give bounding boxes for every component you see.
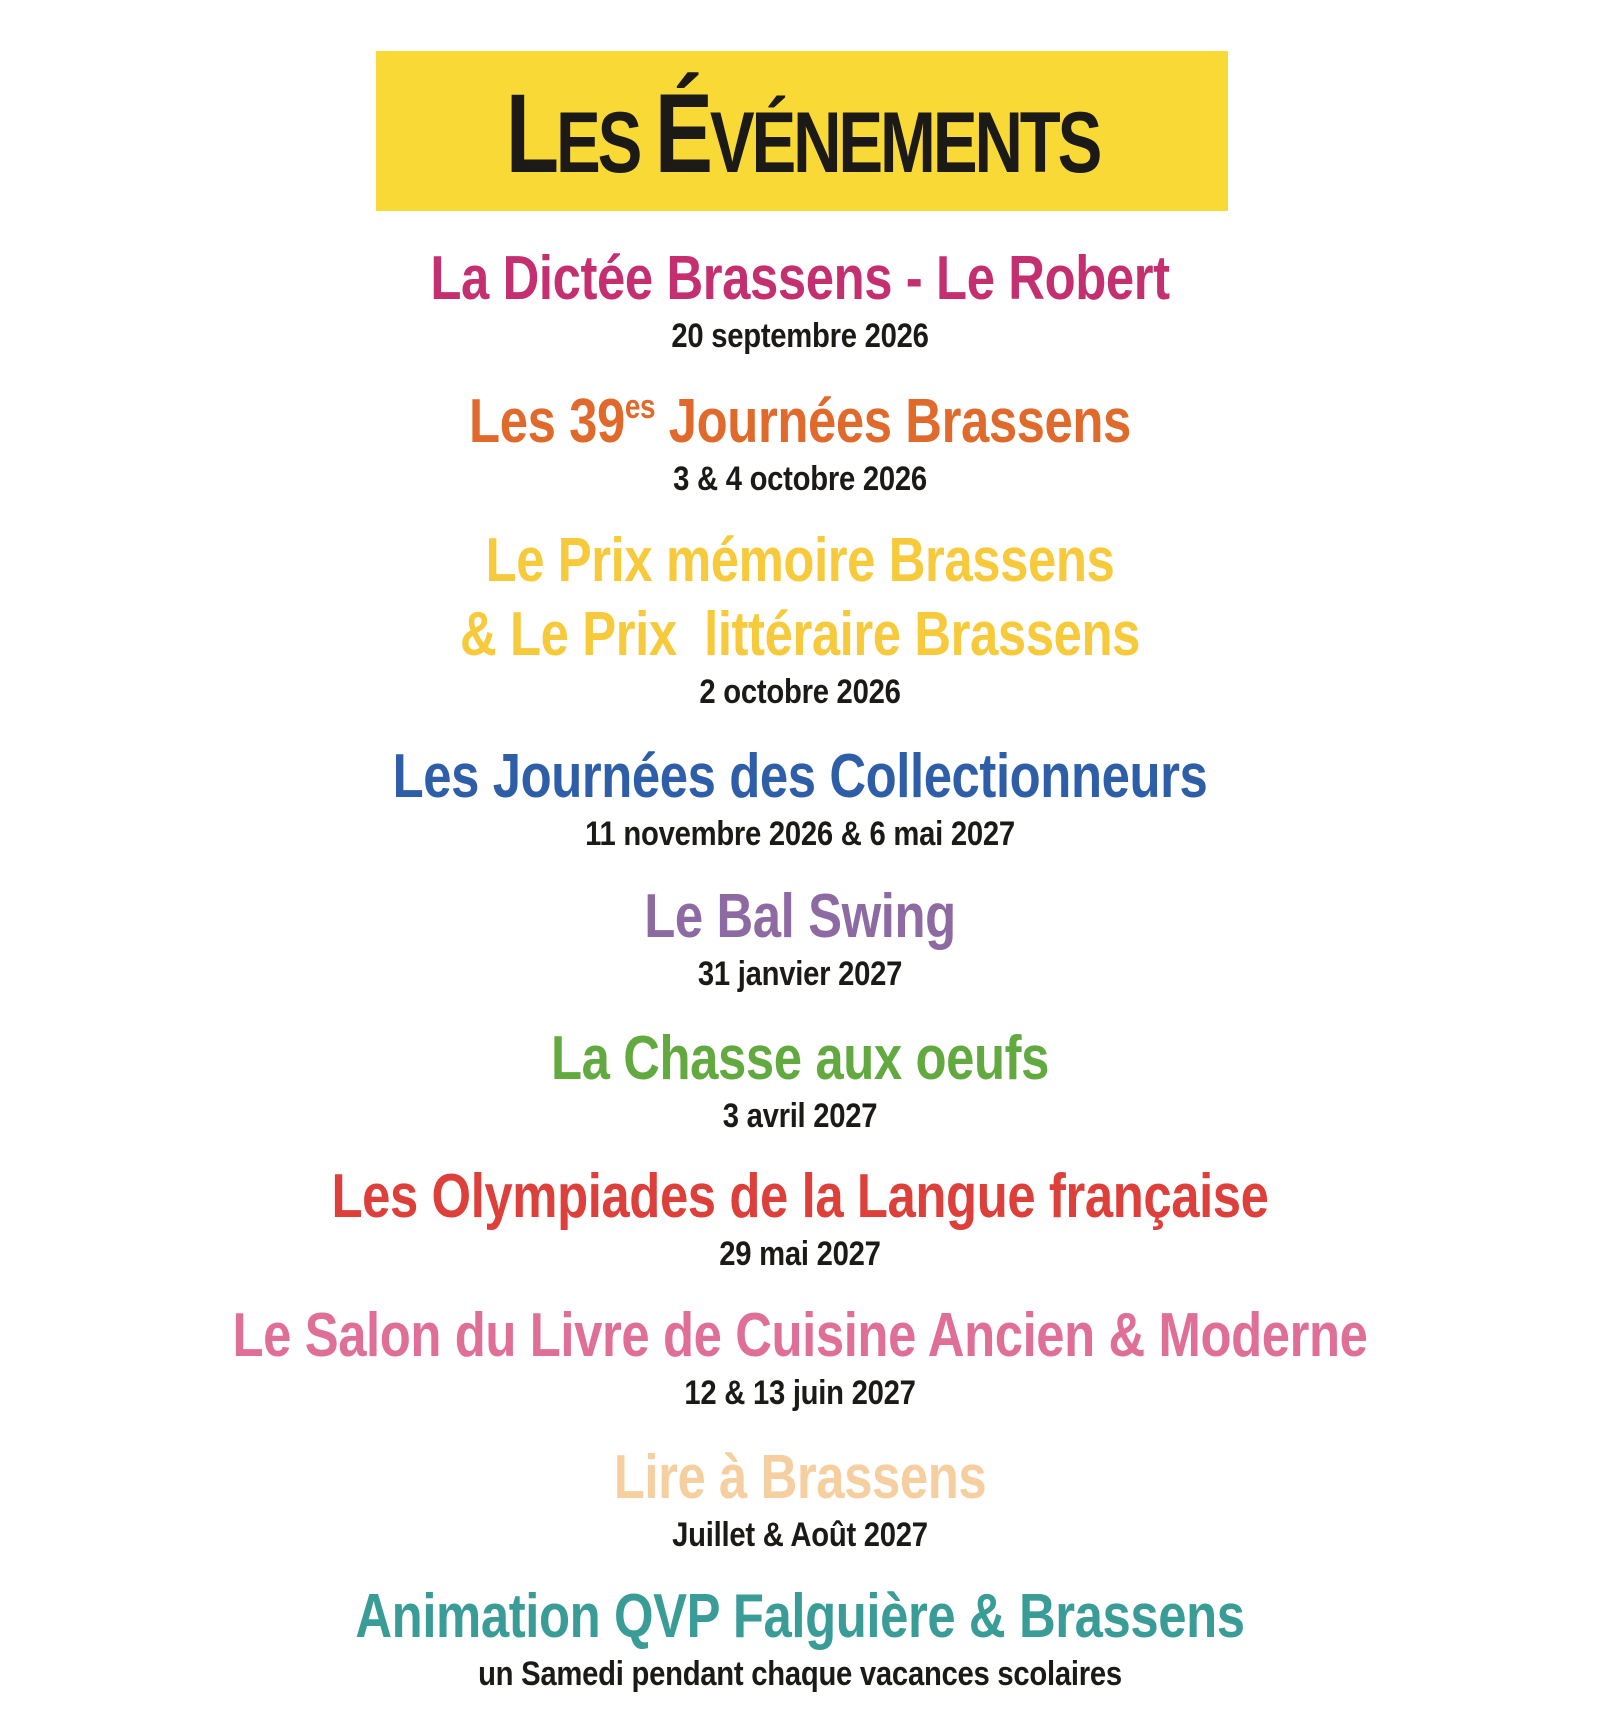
- event-date: 12 & 13 juin 2027: [684, 1374, 916, 1412]
- event-title: Lire à Brassens: [613, 1443, 987, 1512]
- title-initial-l: L: [505, 71, 556, 196]
- event-date: 3 & 4 octobre 2026: [673, 460, 927, 498]
- event-title: La Dictée Brassens - Le Robert: [430, 244, 1170, 313]
- event-dictee: [0, 242, 1600, 356]
- event-date: un Samedi pendant chaque vacances scolaires: [478, 1655, 1122, 1693]
- event-salon-livre-cuisine: [0, 1299, 1600, 1413]
- event-title: Animation QVP Falguière & Brassens: [355, 1582, 1245, 1651]
- event-lire-a-brassens: [0, 1441, 1600, 1555]
- event-date: 20 septembre 2026: [671, 317, 929, 355]
- title-initial-e: É: [654, 71, 710, 196]
- event-date: 2 octobre 2026: [699, 673, 901, 711]
- event-journees-brassens: [0, 385, 1600, 499]
- ordinal-suffix: es: [624, 388, 656, 426]
- page-title: [505, 71, 1099, 196]
- event-collectionneurs: [0, 740, 1600, 854]
- event-title: La Chasse aux oeufs: [551, 1024, 1049, 1093]
- event-title: Les Journées des Collectionneurs: [392, 742, 1208, 811]
- event-title-line-1: Le Prix mémoire Brassens: [485, 526, 1115, 595]
- event-date: 31 janvier 2027: [697, 955, 903, 993]
- event-date: 3 avril 2027: [722, 1097, 878, 1135]
- event-title: Le Salon du Livre de Cuisine Ancien & Moderne: [232, 1301, 1368, 1370]
- event-date: 11 novembre 2026 & 6 mai 2027: [585, 815, 1015, 853]
- event-animation-qvp: [0, 1580, 1600, 1694]
- event-bal-swing: [0, 880, 1600, 994]
- event-prix-brassens: [0, 524, 1600, 712]
- event-olympiades: [0, 1160, 1600, 1274]
- title-banner: [376, 51, 1228, 211]
- event-title-line-2: & Le Prix littéraire Brassens: [459, 600, 1141, 669]
- title-rest-les: ES: [555, 95, 655, 191]
- event-chasse-oeufs: [0, 1022, 1600, 1136]
- event-title: Les Olympiades de la Langue française: [331, 1162, 1269, 1231]
- title-rest-evenements: VÉNEMENTS: [709, 95, 1099, 191]
- event-title: Les $39^{es}$ Journées Brassens: [469, 387, 1131, 456]
- event-date: Juillet & Août 2027: [672, 1516, 928, 1554]
- event-date: 29 mai 2027: [719, 1235, 881, 1273]
- event-title: Le Bal Swing: [644, 882, 956, 951]
